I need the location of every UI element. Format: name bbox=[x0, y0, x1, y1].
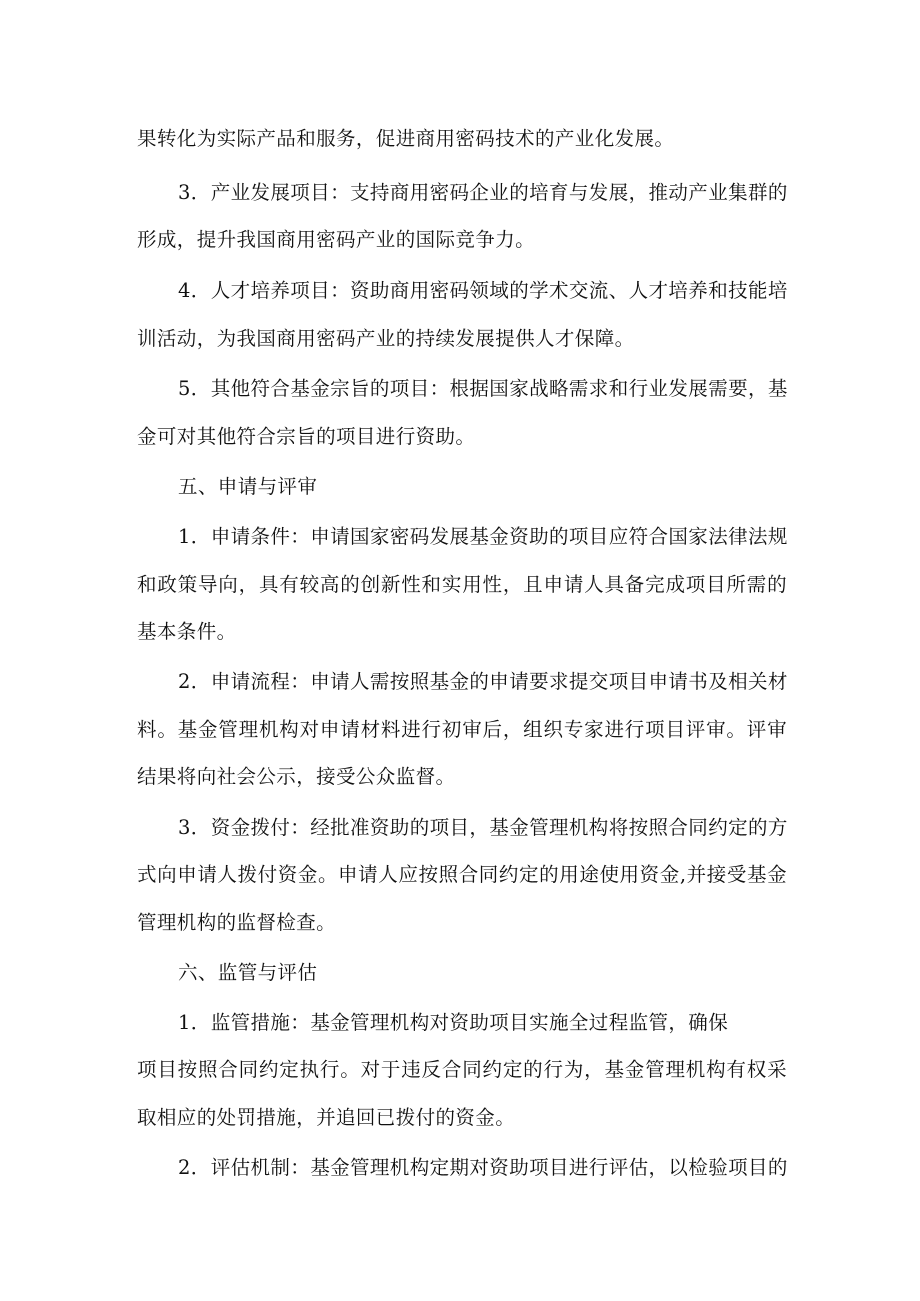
text-line: 1．监管措施：基金管理机构对资助项目实施全过程监管，确保 bbox=[178, 1011, 729, 1034]
text-line: 和政策导向，具有较高的创新性和实用性，且申请人具备完成项目所需的 bbox=[137, 573, 787, 596]
text-line: 训活动，为我国商用密码产业的持续发展提供人才保障。 bbox=[137, 327, 635, 350]
text-line: 式向申请人拨付资金。申请人应按照合同约定的用途使用资金,并接受基金 bbox=[137, 863, 787, 886]
text-line: 料。基金管理机构对申请材料进行初审后，组织专家进行项目评审。评审 bbox=[137, 718, 787, 741]
text-line: 1．申请条件：申请国家密码发展基金资助的项目应符合国家法律法规 bbox=[178, 525, 788, 548]
section-heading: 六、监管与评估 bbox=[178, 961, 318, 984]
text-line: 3．资金拨付：经批准资助的项目，基金管理机构将按照合同约定的方 bbox=[178, 816, 788, 839]
text-line: 2．申请流程：申请人需按照基金的申请要求提交项目申请书及相关材 bbox=[178, 670, 788, 693]
section-heading: 五、申请与评审 bbox=[178, 475, 318, 498]
text-line: 金可对其他符合宗旨的项目进行资助。 bbox=[137, 425, 476, 448]
text-line: 结果将向社会公示，接受公众监督。 bbox=[137, 765, 456, 788]
text-line: 取相应的处罚措施，并追回已拨付的资金。 bbox=[137, 1106, 516, 1129]
text-line: 4．人才培养项目：资助商用密码领域的学术交流、人才培养和技能培 bbox=[178, 279, 788, 302]
text-line: 基本条件。 bbox=[137, 620, 237, 643]
text-line: 形成，提升我国商用密码产业的国际竞争力。 bbox=[137, 228, 536, 251]
text-line: 项目按照合同约定执行。对于违反合同约定的行为，基金管理机构有权采 bbox=[137, 1058, 787, 1081]
text-line: 管理机构的监督检查。 bbox=[137, 911, 337, 934]
text-line: 5．其他符合基金宗旨的项目：根据国家战略需求和行业发展需要，基 bbox=[178, 377, 788, 400]
text-line: 3．产业发展项目：支持商用密码企业的培育与发展，推动产业集群的 bbox=[178, 181, 788, 204]
text-line: 2．评估机制：基金管理机构定期对资助项目进行评估，以检验项目的 bbox=[178, 1156, 788, 1179]
text-line: 果转化为实际产品和服务，促进商用密码技术的产业化发展。 bbox=[137, 127, 675, 150]
